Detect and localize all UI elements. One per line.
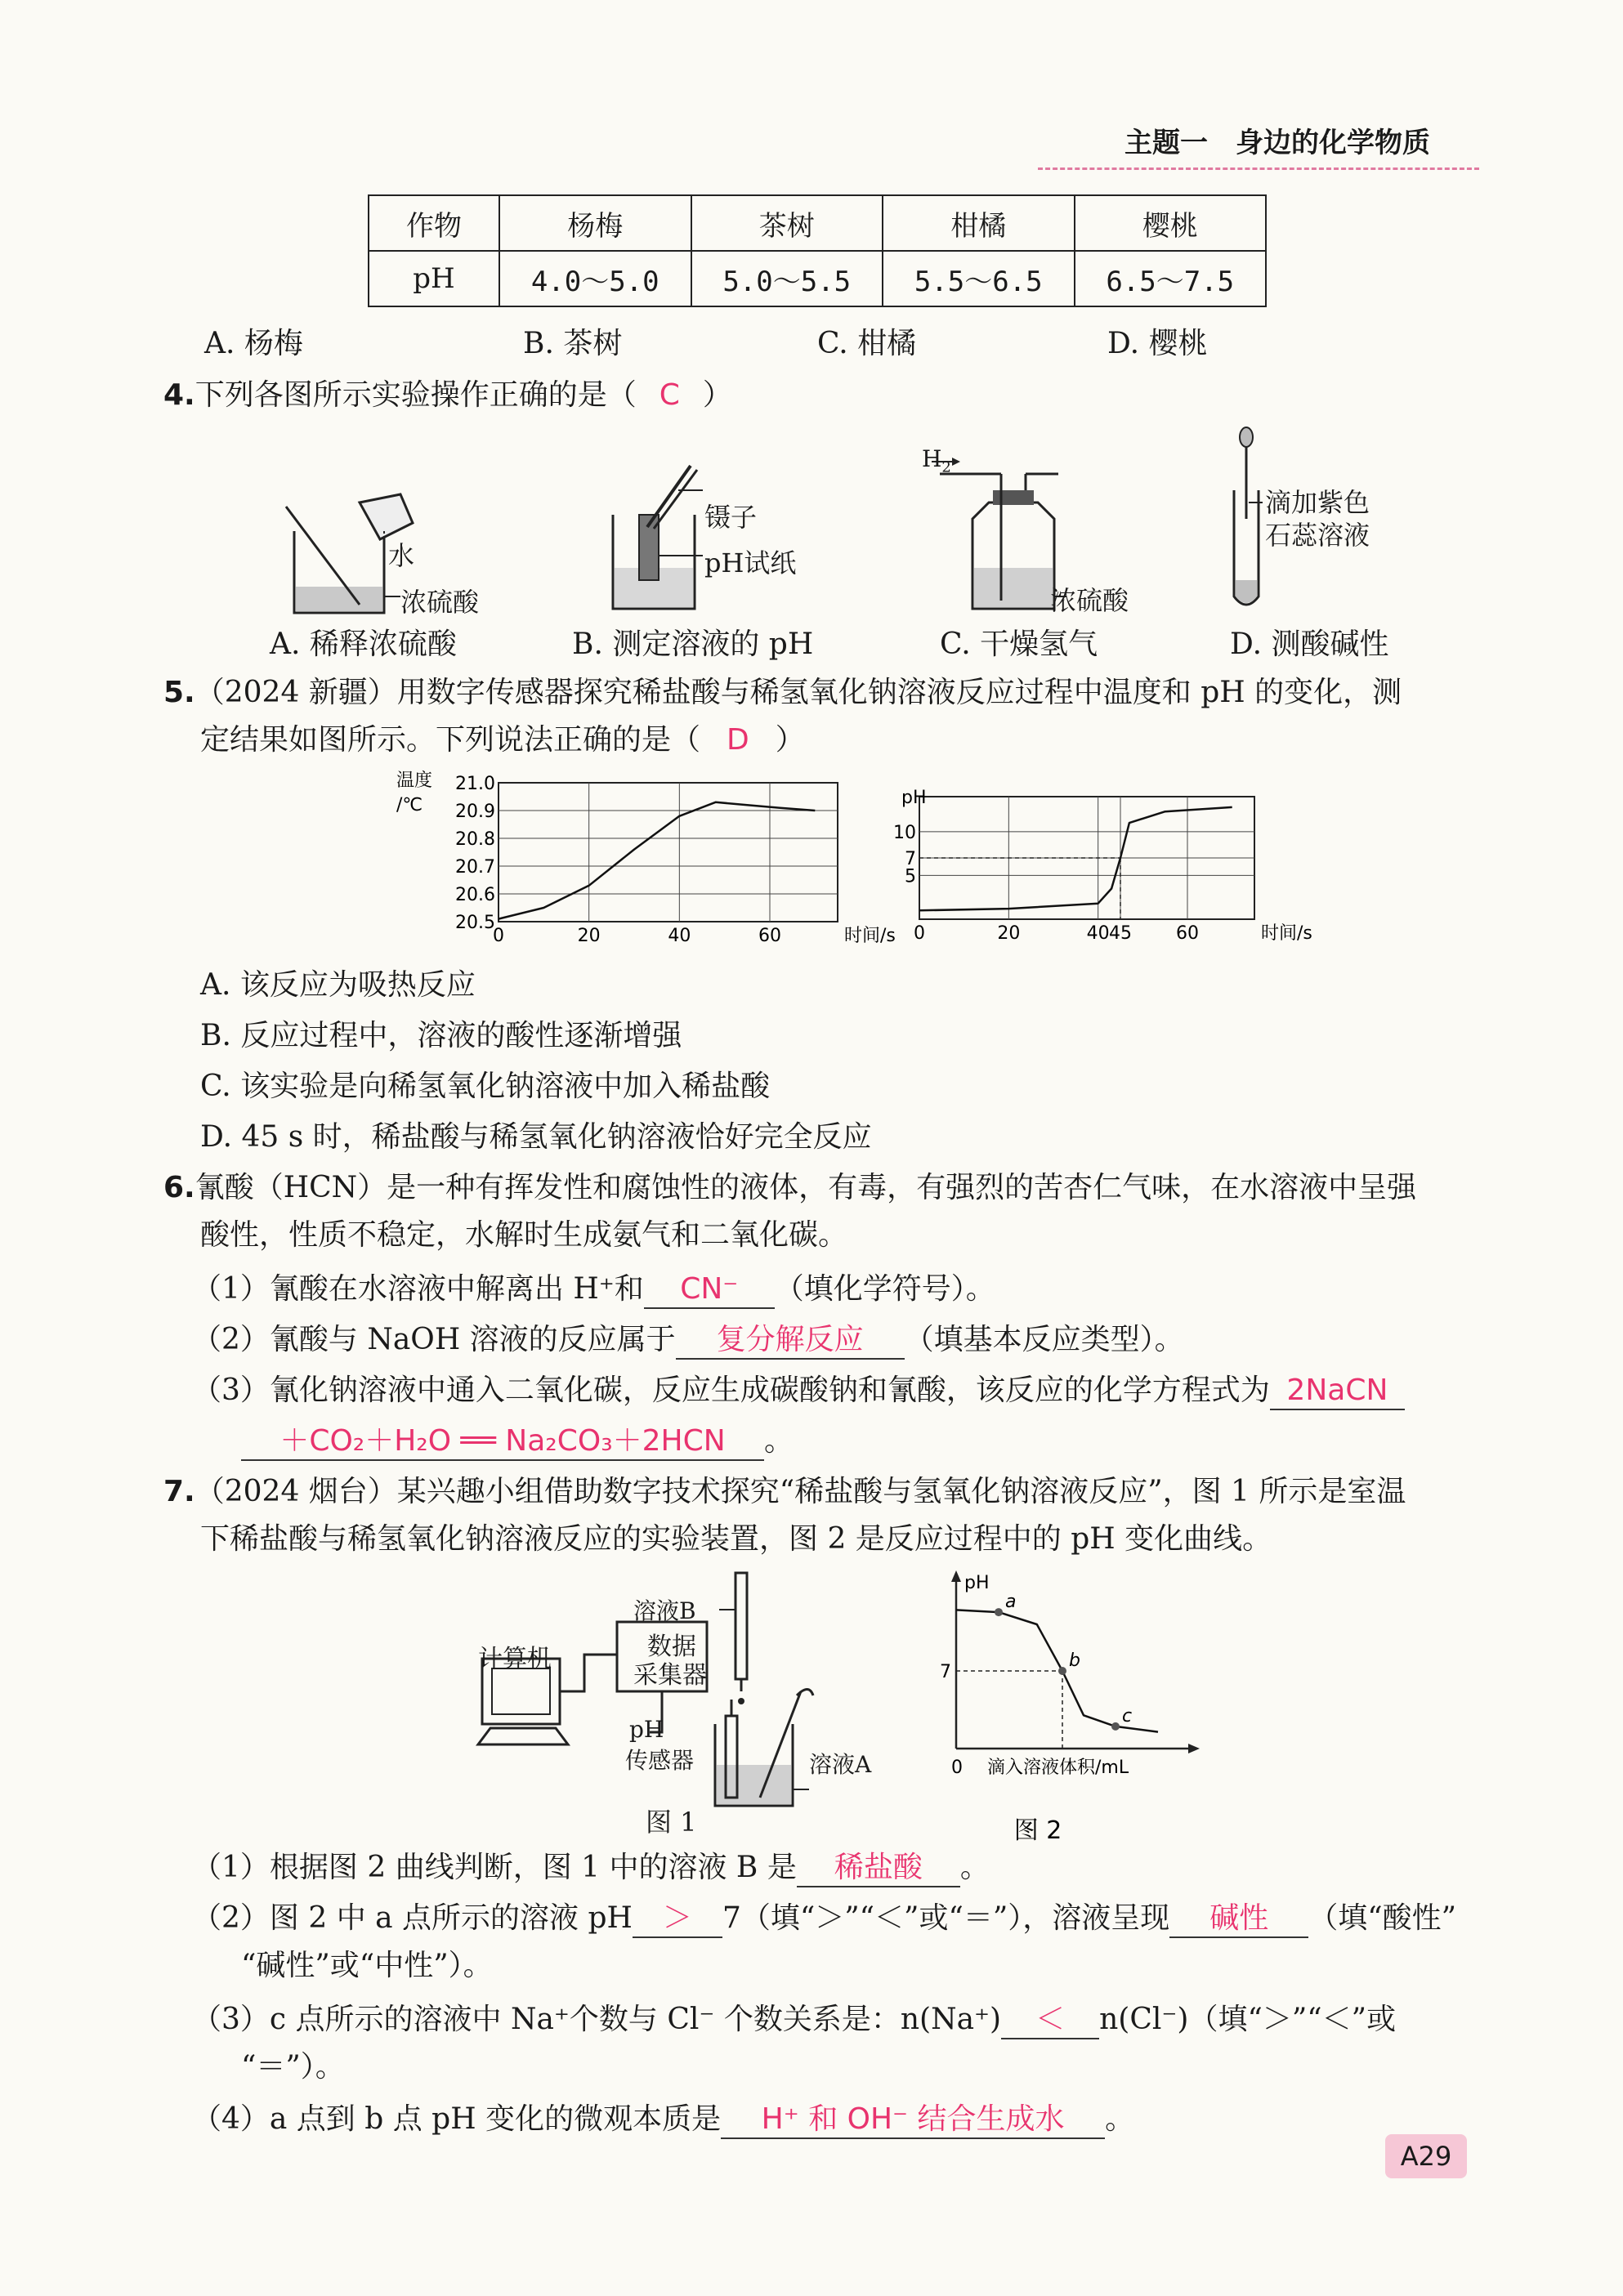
y-tick-label: 20.9 xyxy=(455,802,495,822)
fig-a-caption: A. 稀释浓硫酸 xyxy=(270,628,457,661)
q7-p4-answer: H⁺ 和 OH⁻ 结合生成水 xyxy=(721,2102,1105,2139)
table-cell: 作物 xyxy=(369,195,499,251)
fig1-label-collector-1: 数据 xyxy=(647,1633,696,1661)
q6-p1-answer: CN⁻ xyxy=(644,1271,775,1309)
table-row xyxy=(369,251,1266,306)
fig1-label-computer: 计算机 xyxy=(478,1645,552,1673)
fig-b-label-paper: pH试纸 xyxy=(704,547,797,578)
q5-option-b: B. 反应过程中，溶液的酸性逐渐增强 xyxy=(200,1019,682,1052)
y-axis-label: pH xyxy=(901,788,927,808)
x-axis-label: 滴入溶液体积/mL xyxy=(987,1758,1129,1778)
x-tick-label: 0 xyxy=(914,923,925,944)
fig-c-caption: C. 干燥氢气 xyxy=(940,628,1098,661)
page-header: 主题一 身边的化学物质 xyxy=(1038,123,1479,170)
q6-part2: （2）氰酸与 NaOH 溶液的反应属于 复分解反应 （填基本反应类型）。 xyxy=(192,1319,1184,1361)
q7-part3: （3）c 点所示的溶液中 Na⁺个数与 Cl⁻ 个数关系是：n(Na⁺) ＜ n(Cl⁻)（填“＞”“＜”或 xyxy=(192,1999,1396,2041)
table-cell: 4.0～5.0 xyxy=(499,251,691,306)
data-point-label: b xyxy=(1069,1651,1080,1671)
y-tick-label: 7 xyxy=(940,1662,951,1682)
fig-c-label-acid: 浓硫酸 xyxy=(1050,585,1129,616)
y-tick-label: 7 xyxy=(905,849,916,869)
q7-line1: 7.（2024 烟台）某兴趣小组借助数字技术探究“稀盐酸与氢氧化钠溶液反应”，图 1 所示是室温 xyxy=(163,1475,1406,1508)
chart-title: 图 2 xyxy=(1013,1816,1062,1845)
table-cell: 杨梅 xyxy=(499,195,691,251)
q6-part3-line2: ＋CO₂＋H₂O ══ Na₂CO₃＋2HCN 。 xyxy=(241,1420,794,1463)
fig-d-label-1: 滴加紫色 xyxy=(1265,487,1370,518)
y-axis-label: 温度 xyxy=(396,771,433,791)
q7-p1-answer: 稀盐酸 xyxy=(797,1850,960,1887)
fig1-label-solution-b: 溶液B xyxy=(633,1597,696,1624)
q7-line2: 下稀盐酸与稀氢氧化钠溶液反应的实验装置，图 2 是反应过程中的 pH 变化曲线。 xyxy=(200,1522,1272,1556)
data-point-label: a xyxy=(1005,1592,1017,1613)
fig1-label-sensor-1: pH xyxy=(629,1716,664,1743)
y-axis-label: pH xyxy=(964,1573,990,1593)
q7-part3-line2: “＝”）。 xyxy=(241,2050,345,2084)
y-axis-unit: /℃ xyxy=(396,795,423,815)
burette xyxy=(735,1573,747,1679)
x-tick-label: 40 xyxy=(1086,923,1110,944)
q7-part4: （4）a 点到 b 点 pH 变化的微观本质是 H⁺ 和 OH⁻ 结合生成水 。 xyxy=(192,2098,1134,2141)
q5-option-c: C. 该实验是向稀氢氧化钠溶液中加入稀盐酸 xyxy=(200,1070,771,1103)
q6-part1: （1）氰酸在水溶液中解离出 H⁺和 CN⁻ （填化学符号）。 xyxy=(192,1268,995,1311)
fig-d-label-2: 石蕊溶液 xyxy=(1265,520,1370,551)
y-tick-label: 20.7 xyxy=(455,857,495,878)
q4-stem: 4.下列各图所示实验操作正确的是（ C ） xyxy=(163,378,732,412)
table-cell: 5.0～5.5 xyxy=(691,251,883,306)
fig1-caption: 图 1 xyxy=(646,1807,697,1838)
q3-option-a: A. 杨梅 xyxy=(204,327,303,360)
tweezers xyxy=(647,466,691,527)
figure-2-ph-curve xyxy=(915,1569,1209,1847)
ph-table xyxy=(368,194,1267,307)
y-tick-label: 5 xyxy=(905,866,916,887)
data-point-a xyxy=(995,1608,1003,1616)
q6-line1: 6.氰酸（HCN）是一种有挥发性和腐蚀性的液体，有毒，有强烈的苦杏仁气味，在水溶液中呈强 xyxy=(163,1171,1417,1204)
series-line xyxy=(919,807,1232,910)
plot-frame xyxy=(499,783,838,922)
q3-option-c: C. 柑橘 xyxy=(817,327,917,360)
fig-a-label-water: 水 xyxy=(388,540,415,571)
y-tick-label: 20.6 xyxy=(455,885,495,905)
fig-c-label-h2: $H_2$ xyxy=(922,445,951,476)
q5-option-a: A. 该反应为吸热反应 xyxy=(200,968,476,1002)
table-cell: 樱桃 xyxy=(1075,195,1267,251)
fig1-label-collector-2: 采集器 xyxy=(633,1661,707,1690)
x-axis-label: 时间/s xyxy=(844,926,896,946)
fig1-label-solution-a: 溶液A xyxy=(809,1751,872,1778)
temperature-chart xyxy=(392,768,896,956)
figure-ph-test xyxy=(597,462,793,617)
q6-p3-answer-1: 2NaCN xyxy=(1270,1373,1405,1410)
q6-line2: 酸性，性质不稳定，水解时生成氨气和二氧化碳。 xyxy=(200,1218,848,1252)
q7-p2-answer-2: 碱性 xyxy=(1169,1901,1308,1938)
x-tick-label: 0 xyxy=(493,926,504,946)
q6-part3: （3）氰化钠溶液中通入二氧化碳，反应生成碳酸钠和氰酸，该反应的化学方程式为 2NaCN xyxy=(192,1369,1405,1412)
water-beaker xyxy=(360,494,413,539)
q4-answer: C xyxy=(659,378,680,412)
fig-b-label-tweezers: 镊子 xyxy=(704,502,758,533)
table-cell: 6.5～7.5 xyxy=(1075,251,1267,306)
fig-b-caption: B. 测定溶液的 pH xyxy=(572,628,814,661)
q5-line2: 定结果如图所示。下列说法正确的是（ D ） xyxy=(200,723,805,757)
q7-part2-line2: “碱性”或“中性”）。 xyxy=(241,1949,493,1982)
y-tick-label: 10 xyxy=(893,822,916,843)
series-line xyxy=(499,802,815,919)
x-axis-label: 时间/s xyxy=(1261,923,1312,944)
table-cell: 茶树 xyxy=(691,195,883,251)
q7-p3-answer: ＜ xyxy=(1001,2002,1099,2039)
x-tick-label: 45 xyxy=(1109,923,1132,944)
q7-part1: （1）根据图 2 曲线判断，图 1 中的溶液 B 是 稀盐酸 。 xyxy=(192,1847,990,1889)
q5-line1: 5.（2024 新疆）用数字传感器探究稀盐酸与稀氢氧化钠溶液反应过程中温度和 pH 的变化，测 xyxy=(163,676,1402,709)
data-point-label: c xyxy=(1122,1705,1133,1726)
acid-liquid xyxy=(296,587,382,611)
fig1-label-sensor-2: 传感器 xyxy=(625,1747,695,1774)
q6-p3-answer-2: ＋CO₂＋H₂O ══ Na₂CO₃＋2HCN xyxy=(241,1423,764,1461)
ph-time-chart xyxy=(883,780,1312,956)
x-tick-label: 20 xyxy=(997,923,1021,944)
table-cell: 5.5～6.5 xyxy=(883,251,1075,306)
y-tick-label: 20.8 xyxy=(455,829,495,850)
data-point-c xyxy=(1111,1722,1120,1731)
q3-option-d: D. 樱桃 xyxy=(1107,327,1208,360)
origin-label: 0 xyxy=(951,1758,963,1778)
fig-d-caption: D. 测酸碱性 xyxy=(1230,628,1389,661)
fig-a-label-acid: 浓硫酸 xyxy=(400,587,480,618)
y-tick-label: 21.0 xyxy=(455,774,495,794)
q5-option-d: D. 45 s 时，稀盐酸与稀氢氧化钠溶液恰好完全反应 xyxy=(200,1120,872,1154)
x-tick-label: 20 xyxy=(577,926,601,946)
table-cell: pH xyxy=(369,251,499,306)
y-tick-label: 20.5 xyxy=(455,913,495,933)
q7-part2: （2）图 2 中 a 点所示的溶液 pH ＞ 7（填“＞”“＜”或“＝”），溶液呈现 碱性 （填“酸性” xyxy=(192,1897,1456,1940)
y-axis-arrow xyxy=(951,1570,961,1582)
table-row xyxy=(369,195,1266,251)
q7-p2-answer: ＞ xyxy=(633,1901,722,1938)
table-cell: 柑橘 xyxy=(883,195,1075,251)
q5-answer: D xyxy=(727,723,749,757)
data-point-b xyxy=(1058,1667,1066,1675)
x-axis-arrow xyxy=(1188,1744,1200,1753)
x-tick-label: 60 xyxy=(758,926,781,946)
page-number: A29 xyxy=(1385,2134,1467,2178)
q3-option-b: B. 茶树 xyxy=(523,327,623,360)
x-tick-label: 40 xyxy=(668,926,691,946)
x-tick-label: 60 xyxy=(1176,923,1199,944)
q6-p2-answer: 复分解反应 xyxy=(676,1322,905,1360)
